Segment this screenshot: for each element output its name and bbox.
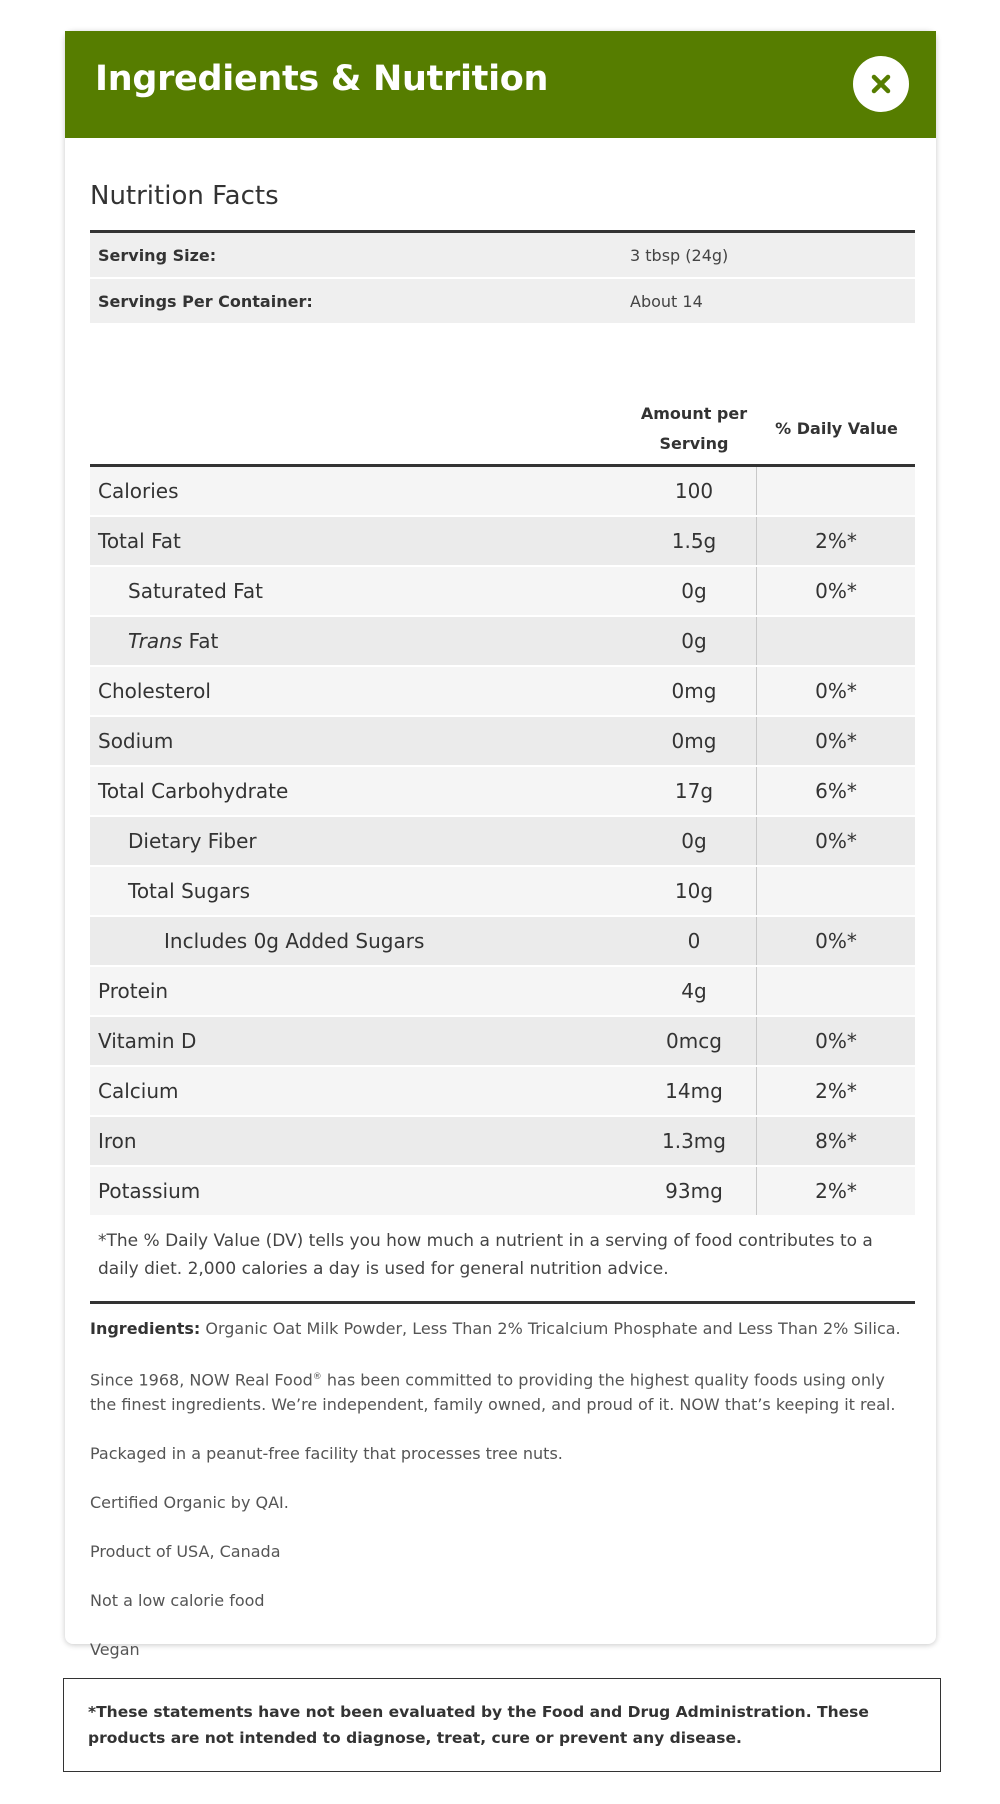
trans-fat-label: Fat: [182, 629, 219, 653]
table-row: [90, 567, 915, 617]
servings-per-container-label: Servings Per Container:: [98, 291, 313, 311]
nutrient-dv: 8%*: [756, 1117, 915, 1165]
nutrient-name: Includes 0g Added Sugars: [164, 929, 425, 953]
ingredients-text: Organic Oat Milk Powder, Less Than 2% Tricalcium Phosphate and Less Than 2% Silica.: [200, 1319, 901, 1338]
nutrient-dv: 0%*: [756, 667, 915, 715]
nutrient-amount: 0g: [681, 579, 707, 603]
nutrient-name: Calories: [98, 479, 179, 503]
nutrient-amount: 93mg: [665, 1179, 723, 1203]
nutrient-name: Total Carbohydrate: [98, 779, 289, 803]
table-row: [90, 467, 915, 517]
servings-per-container-row: [90, 279, 915, 325]
servings-per-container-value: About 14: [630, 291, 703, 311]
nutrient-dv: 2%*: [756, 1067, 915, 1115]
nutrition-facts-heading: Nutrition Facts: [90, 181, 279, 211]
serving-size-label: Serving Size:: [98, 245, 217, 265]
table-row: [90, 867, 915, 917]
origin-note: Product of USA, Canada: [90, 1542, 281, 1562]
nutrient-dv: [756, 617, 915, 665]
ingredients-label: Ingredients:: [90, 1319, 201, 1338]
table-row: [90, 717, 915, 767]
nutrient-dv: 0%*: [756, 817, 915, 865]
nutrient-name: Iron: [98, 1129, 137, 1153]
nutrient-dv: 6%*: [756, 767, 915, 815]
serving-size-row: [90, 233, 915, 279]
nutrient-name: Total Fat: [98, 529, 181, 553]
nutrient-amount: 17g: [674, 779, 714, 803]
nutrient-amount: 1.5g: [671, 529, 717, 553]
fda-disclaimer: *These statements have not been evaluated by the Food and Drug Administration. These products are not intended to diagnose, treat, cure or prevent any disease.: [63, 1678, 941, 1772]
brand-text-2: has been committed to providing the highest quality foods using only the finest ingredients. We’re independent, family owned, and proud of it. NOW that’s keeping it real.: [90, 1370, 896, 1415]
brand-text-1: Since 1968, NOW Real Food: [90, 1370, 313, 1390]
facility-note: Packaged in a peanut-free facility that processes tree nuts.: [90, 1444, 563, 1464]
nutrient-dv: 0%*: [756, 567, 915, 615]
nutrient-dv: 0%*: [756, 717, 915, 765]
ingredients-paragraph: [90, 1316, 910, 1341]
table-row: [90, 767, 915, 817]
close-button[interactable]: [853, 56, 909, 112]
amount-header-line1: Amount per: [640, 404, 748, 423]
ingredients-nutrition-modal: [65, 31, 936, 1660]
table-row: [90, 917, 915, 967]
nutrient-name: Protein: [98, 979, 169, 1003]
nutrient-dv: 2%*: [756, 517, 915, 565]
trans-italic: Trans: [128, 629, 183, 653]
nutrient-amount: 0mcg: [666, 1029, 722, 1053]
table-row: [90, 1117, 915, 1167]
table-row: [90, 667, 915, 717]
nutrient-name: Sodium: [98, 729, 174, 753]
nutrient-amount: 0mg: [671, 679, 717, 703]
nutrient-amount: 0mg: [671, 729, 717, 753]
modal-title: Ingredients & Nutrition: [95, 59, 549, 99]
table-row: [90, 1017, 915, 1067]
nutrient-name: Saturated Fat: [128, 579, 263, 603]
amount-per-serving-header: [632, 399, 756, 459]
nutrient-amount: 14mg: [665, 1079, 723, 1103]
calorie-note: Not a low calorie food: [90, 1591, 265, 1611]
nutrient-amount: 0g: [681, 829, 707, 853]
daily-value-header: % Daily Value: [775, 419, 898, 438]
table-row: [90, 1167, 915, 1217]
daily-value-footnote: *The % Daily Value (DV) tells you how much a nutrient in a serving of food contributes to a daily diet. 2,000 calories a day is used for general nutrition advice.: [98, 1231, 873, 1279]
nutrient-name: Potassium: [98, 1179, 201, 1203]
table-row: [90, 617, 915, 667]
amount-header-line2: Serving: [659, 434, 729, 453]
table-row: [90, 817, 915, 867]
serving-size-value: 3 tbsp (24g): [630, 245, 729, 265]
nutrient-amount: 100: [674, 479, 714, 503]
nutrient-name: Dietary Fiber: [128, 829, 257, 853]
vegan-note: Vegan: [90, 1640, 140, 1660]
nutrient-name: Total Sugars: [128, 879, 251, 903]
brand-paragraph: [90, 1365, 910, 1417]
table-row: [90, 517, 915, 567]
nutrient-dv: 0%*: [756, 1017, 915, 1065]
nutrient-dv: 0%*: [756, 917, 915, 965]
nutrient-amount: 1.3mg: [662, 1129, 726, 1153]
nutrient-amount: 0g: [681, 629, 707, 653]
nutrient-name: Calcium: [98, 1079, 179, 1103]
nutrient-amount: 10g: [674, 879, 714, 903]
close-icon: [870, 73, 892, 95]
footnote-divider: [90, 1301, 915, 1304]
nutrient-name: Cholesterol: [98, 679, 211, 703]
table-row: [90, 1067, 915, 1117]
certified-note: Certified Organic by QAI.: [90, 1493, 289, 1513]
ingredients-block: [90, 1316, 910, 1686]
nutrition-table: [90, 464, 915, 1217]
nutrient-amount: 0: [687, 929, 701, 953]
nutrient-dv: [756, 967, 915, 1015]
nutrient-dv: [756, 867, 915, 915]
nutrient-name: Vitamin D: [98, 1029, 197, 1053]
nutrient-name: [90, 629, 632, 653]
table-row: [90, 967, 915, 1017]
modal-header: [65, 31, 936, 138]
nutrient-dv: [756, 467, 915, 515]
registered-mark: ®: [312, 1372, 322, 1382]
nutrient-amount: 4g: [681, 979, 707, 1003]
serving-info-table: [90, 233, 915, 325]
nutrient-dv: 2%*: [756, 1167, 915, 1215]
